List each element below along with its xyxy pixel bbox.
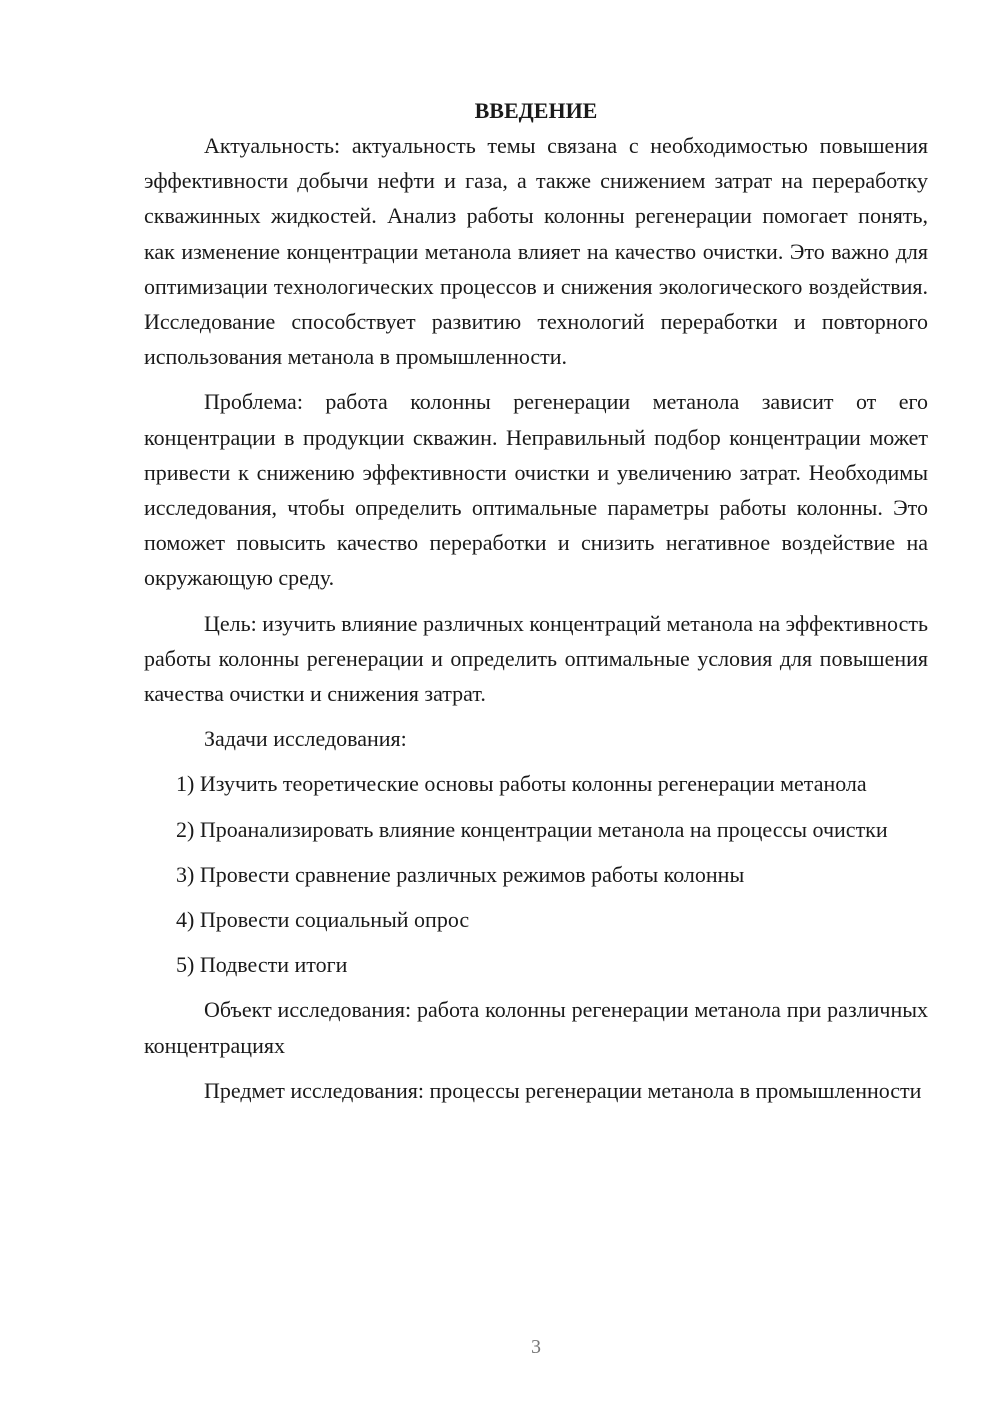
tasks-list: [144, 766, 928, 982]
paragraph-subject: Предмет исследования: процессы регенерации метанола в промышленности: [204, 1077, 922, 1103]
paragraph-relevance: Актуальность: актуальность темы связана с необходимостью повышения эффективности добычи нефти и газа, а также снижением затрат на переработку скважинных жидкостей. Анализ работы колонны регенерации помогает понять, как изменение концентрации метанола влияет на качество очистки. Это важно для оптимизации технологических процессов и снижения экологического воздействия. Исследование способствует развитию технологий переработки и повторного использования метанола в промышленности.: [144, 133, 928, 370]
section-title: ВВЕДЕНИЕ: [474, 98, 598, 123]
task-item-3: 3) Провести сравнение различных режимов работы колонны: [176, 861, 745, 887]
task-item-1: 1) Изучить теоретические основы работы колонны регенерации метанола: [176, 771, 867, 797]
task-item-2: 2) Проанализировать влияние концентрации метанола на процессы очистки: [176, 816, 888, 842]
paragraph-object: Объект исследования: работа колонны регенерации метанола при различных концентрациях: [144, 997, 928, 1058]
paragraph-goal: Цель: изучить влияние различных концентраций метанола на эффективность работы колонны регенерации и определить оптимальные условия для повышения качества очистки и снижения затрат.: [144, 610, 928, 707]
paragraph-problem: Проблема: работа колонны регенерации метанола зависит от его концентрации в продукции скважин. Неправильный подбор концентрации может привести к снижению эффективности очистки и увеличению затрат. Необходимы исследования, чтобы определить оптимальные параметры работы колонны. Это поможет повысить качество переработки и снизить негативное воздействие на окружающую среду.: [144, 389, 928, 591]
task-item-4: 4) Провести социальный опрос: [176, 907, 470, 933]
page-number: 3: [531, 1336, 541, 1358]
tasks-heading: Задачи исследования:: [204, 726, 407, 752]
task-item-5: 5) Подвести итоги: [176, 952, 348, 978]
page-content: [144, 93, 928, 1108]
